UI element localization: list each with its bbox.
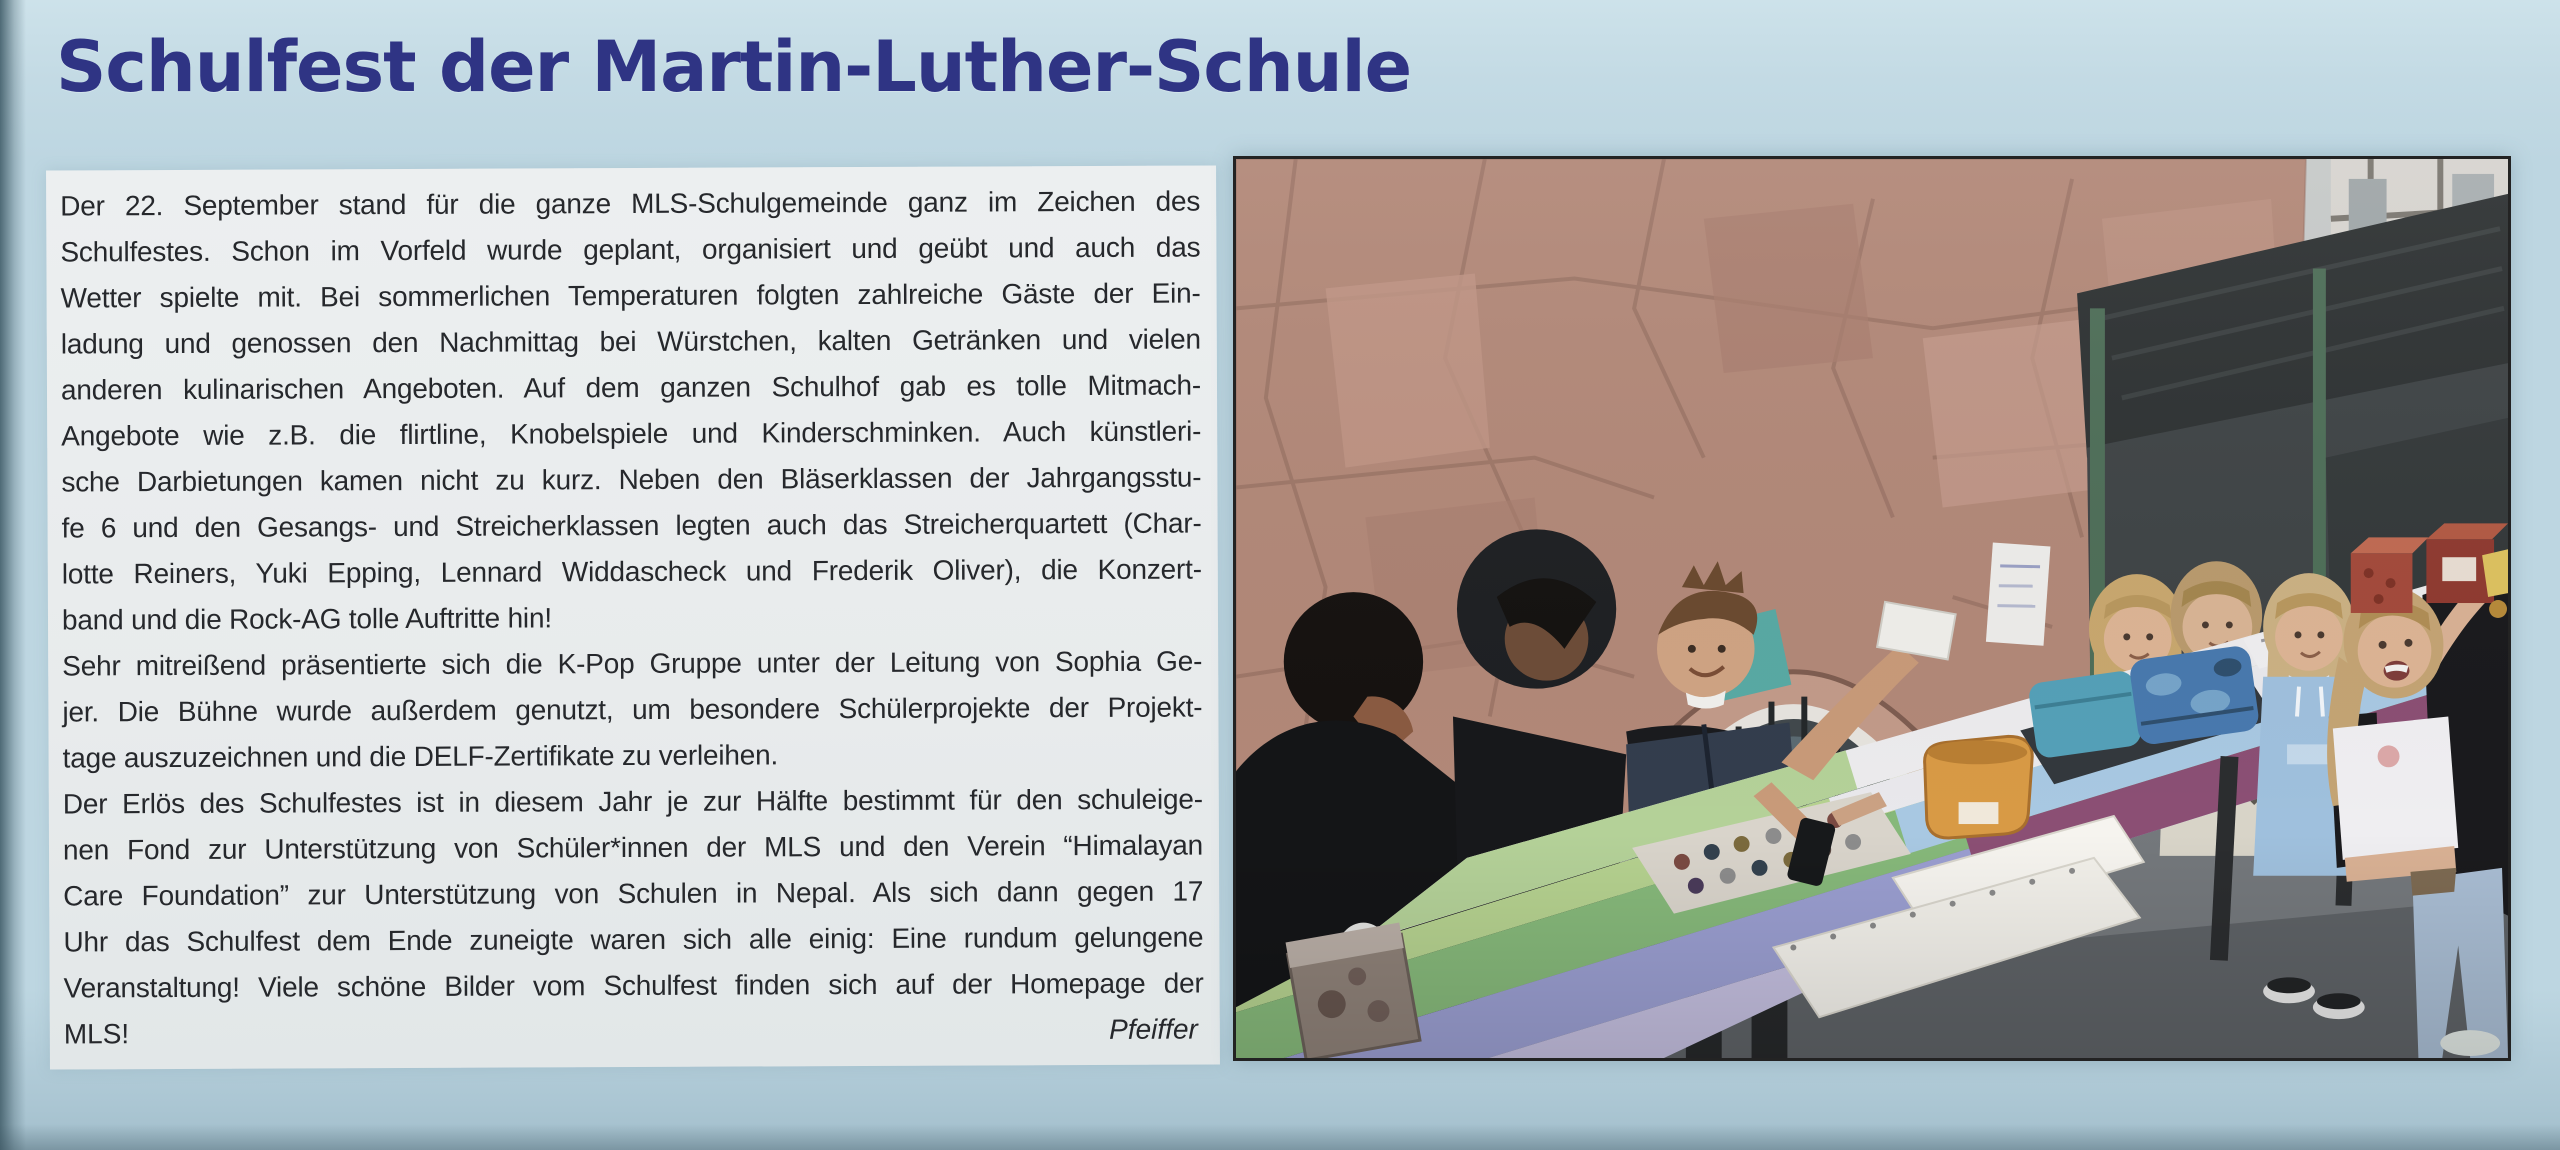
article-line: Veranstaltung! Viele schöne Bilder vom Schulfest finden sich auf der Homepage der xyxy=(63,967,1204,1004)
article-closing-line xyxy=(64,1007,1204,1058)
article-line: Wetter spielte mit. Bei sommerlichen Temperaturen folgten zahlreiche Gäste der Ein- xyxy=(60,277,1201,314)
article-line: Der Erlös des Schulfestes ist in diesem Jahr je zur Hälfte bestimmt für den schuleige- xyxy=(62,783,1203,820)
article-text-block xyxy=(46,165,1220,1069)
author-signature: Pfeiffer xyxy=(1109,1013,1198,1045)
article-line: anderen kulinarischen Angeboten. Auf dem ganzen Schulhof gab es tolle Mitmach- xyxy=(60,369,1202,406)
page-title: Schulfest der Martin-Luther-Schule xyxy=(56,26,1412,108)
schulfest-photo xyxy=(1233,156,2511,1061)
article-line: Sehr mitreißend präsentierte sich die K-Pop Gruppe unter der Leitung von Sophia Ge- xyxy=(62,645,1203,682)
article-line: fe 6 und den Gesangs- und Streicherklassen legten auch das Streicherquartett (Char- xyxy=(61,507,1202,544)
article-line: lotte Reiners, Yuki Epping, Lennard Widdascheck und Frederik Oliver), die Konzert- xyxy=(61,553,1202,590)
article-line: nen Fond zur Unterstützung von Schüler*innen der MLS und den Verein “Himalayan xyxy=(62,829,1204,866)
article-line: jer. Die Bühne wurde außerdem genutzt, um besondere Schülerprojekte der Projekt- xyxy=(62,691,1203,728)
photo-vignette xyxy=(1236,159,2508,1058)
article-line: Uhr das Schulfest dem Ende zuneigte waren sich alle einig: Eine rundum gelungene xyxy=(63,921,1204,958)
article-line: band und die Rock-AG tolle Auftritte hin! xyxy=(61,602,552,636)
scan-edge-bottom xyxy=(0,1124,2560,1150)
article-closing-text: MLS! xyxy=(63,1018,130,1050)
article-line: Schulfestes. Schon im Vorfeld wurde geplant, organisiert und geübt und auch das xyxy=(60,231,1201,268)
scan-edge-left xyxy=(0,0,26,1150)
article-line: Angebote wie z.B. die flirtline, Knobelspiele und Kinderschminken. Auch künstleri- xyxy=(61,415,1202,452)
article-line: ladung und genossen den Nachmittag bei Würstchen, kalten Getränken und vielen xyxy=(60,323,1201,360)
schulfest-photo-illustration xyxy=(1236,159,2508,1058)
article-line: Care Foundation” zur Unterstützung von Schulen in Nepal. Als sich dann gegen 17 xyxy=(63,875,1204,912)
article-lines xyxy=(60,179,1204,1012)
article-line: sche Darbietungen kamen nicht zu kurz. Neben den Bläserklassen der Jahrgangsstu- xyxy=(61,461,1202,498)
article-line: tage auszuzeichnen und die DELF-Zertifikate zu verleihen. xyxy=(62,739,779,774)
article-line: Der 22. September stand für die ganze MLS-Schulgemeinde ganz im Zeichen des xyxy=(60,185,1201,222)
